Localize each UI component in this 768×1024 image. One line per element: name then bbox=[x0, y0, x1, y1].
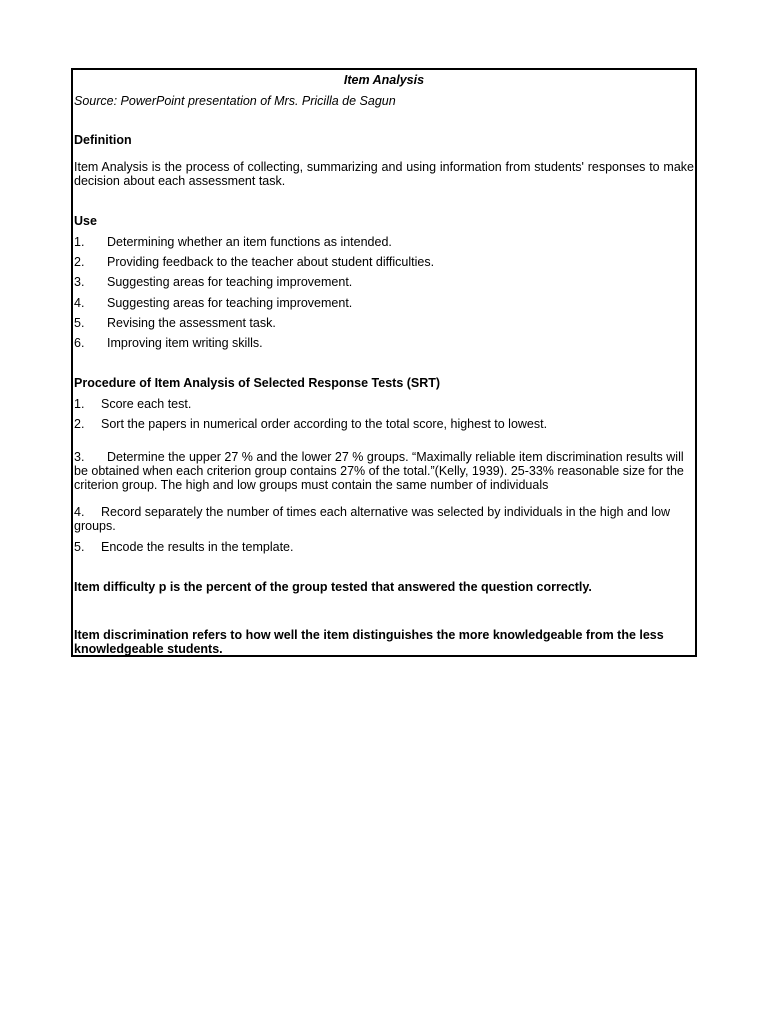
use-item bbox=[74, 296, 694, 310]
procedure-item-text: Determine the upper 27 % and the lower 27 % groups. “Maximally reliable item discrimination results will be obtained when each criterion group contains 27% of the total.”(Kelly, 1939). 25-33% reasonable size for the criterion group. The high and low groups must contain the same number of individuals bbox=[74, 450, 684, 492]
procedure-heading: Procedure of Item Analysis of Selected Response Tests (SRT) bbox=[74, 376, 441, 390]
procedure-item-number: 1. bbox=[74, 397, 85, 411]
use-item-text: Providing feedback to the teacher about student difficulties. bbox=[107, 255, 435, 269]
use-item-number: 3. bbox=[74, 275, 85, 289]
use-item-number: 2. bbox=[74, 255, 85, 269]
use-heading: Use bbox=[74, 214, 97, 228]
procedure-item bbox=[74, 417, 694, 431]
definition-text: Item Analysis is the process of collecting, summarizing and using information from students' responses to make decision about each assessment task. bbox=[74, 160, 694, 188]
use-item bbox=[74, 336, 694, 350]
procedure-item-text: Record separately the number of times each alternative was selected by individuals in the high and low groups. bbox=[74, 505, 671, 533]
use-item-number: 4. bbox=[74, 296, 85, 310]
procedure-item bbox=[74, 397, 694, 411]
procedure-item bbox=[74, 505, 694, 533]
use-item-text: Suggesting areas for teaching improvement. bbox=[107, 296, 353, 310]
use-item bbox=[74, 275, 694, 289]
document-title: Item Analysis bbox=[343, 73, 425, 87]
procedure-item-number: 4. bbox=[74, 505, 85, 519]
use-item-number: 6. bbox=[74, 336, 85, 350]
procedure-item-text: Score each test. bbox=[101, 397, 192, 411]
item-difficulty-statement: Item difficulty p is the percent of the group tested that answered the question correctly. bbox=[74, 580, 592, 594]
use-item-number: 5. bbox=[74, 316, 85, 330]
procedure-item-number: 3. bbox=[74, 450, 85, 464]
use-item-text: Improving item writing skills. bbox=[107, 336, 263, 350]
use-item bbox=[74, 316, 694, 330]
source-line: Source: PowerPoint presentation of Mrs. Pricilla de Sagun bbox=[74, 94, 396, 108]
procedure-item bbox=[74, 450, 694, 492]
use-item bbox=[74, 255, 694, 269]
procedure-item-text: Sort the papers in numerical order according to the total score, highest to lowest. bbox=[101, 417, 548, 431]
use-item-text: Suggesting areas for teaching improvement. bbox=[107, 275, 353, 289]
document-box bbox=[71, 68, 697, 657]
procedure-item bbox=[74, 540, 694, 554]
item-discrimination-statement: Item discrimination refers to how well the item distinguishes the more knowledgeable from the less knowledgeable students. bbox=[74, 628, 664, 656]
procedure-item-number: 5. bbox=[74, 540, 85, 554]
definition-heading: Definition bbox=[74, 133, 132, 147]
use-item bbox=[74, 235, 694, 249]
use-item-number: 1. bbox=[74, 235, 85, 249]
procedure-item-text: Encode the results in the template. bbox=[101, 540, 294, 554]
procedure-item-number: 2. bbox=[74, 417, 85, 431]
use-item-text: Revising the assessment task. bbox=[107, 316, 276, 330]
use-item-text: Determining whether an item functions as intended. bbox=[107, 235, 392, 249]
